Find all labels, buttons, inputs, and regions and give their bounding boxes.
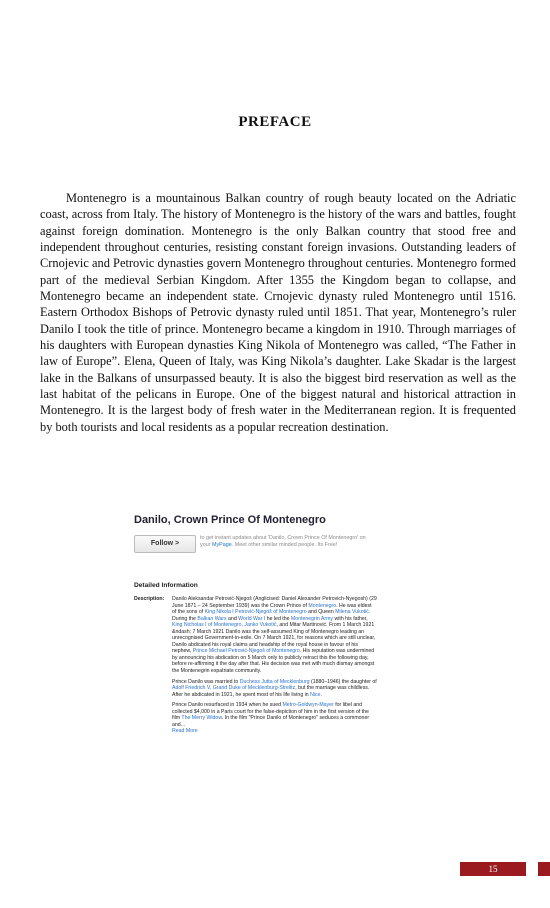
- description-text: and Queen: [306, 609, 336, 616]
- description-link[interactable]: Milena Vukotić: [335, 609, 369, 616]
- description-link[interactable]: The Merry Widow: [181, 715, 222, 722]
- description-link[interactable]: Balkan Wars: [197, 615, 227, 622]
- page-number: 15: [460, 862, 526, 876]
- description-link[interactable]: Adolf Friedrich V, Grand Duke of Mecklenburg-Strelitz: [172, 685, 296, 692]
- description-text: for libel and collected $4,000 in a Paris court for the false-depiction of him in the first version of the film: [172, 702, 369, 722]
- description-text: , and Mitar Martinović. From 1 March 1921 &ndash; 7 March 1921 Danilo was the self-assumed King of Montenegro leading an unrecognised Government-in-exile. On 7 March 1921, for reasons which are still unclear, Danilo abdicated his royal claims and headship of the royal house in favour of his nephew,: [172, 622, 376, 655]
- description-link[interactable]: King Nicholas I of Montenegro, Janko Vukotić: [172, 622, 277, 629]
- description-text: Danilo Aleksandar Petrović-Njegoš (Anglicised: Daniel Alexander Petrovich-Nyegosh) (29 June 1871 – 24 September 1939) was the Crown Prince of: [172, 596, 377, 609]
- preface-paragraph: Montenegro is a mountainous Balkan country of rough beauty located on the Adriatic coast, across from Italy. The history of Montenegro is the history of the wars and battles, fought against foreign domination. Montenegro is the only Balkan country that stood free and independent throughout centuries, resisting constant foreign invasions. Outstanding leaders of Crnojevic and Petrovic dynasties govern Montenegro throughout centuries. Montenegro formed part of the medieval Serbian Kingdom. After 1355 the Kingdom began to collapse, and Montenegro became an independent state. Crnojevic dynasty ruled Montenegro until 1516. Eastern Orthodox Bishops of Petrovic dynasty ruled until 1851. That year, Montenegro’s ruler Danilo I took the title of prince. Montenegro became a kingdom in 1910. Through marriages of his daughters with European dynasties King Nikola of Montenegro was called, “The Father in law of Europe”. Elena, Queen of Italy, was King Nikola’s daughter. Lake Skadar is the largest lake in the Balkans of unsurpassed beauty. It is also the biggest bird reservation as well as the last habitat of the pelicans in Europe. One of the biggest natural and historical attraction in Montenegro. It is the largest body of fresh water in the Mediterranean region. It is frequented by both tourists and local residents as a popular recreation destination.: [40, 191, 516, 434]
- read-more-link[interactable]: Read More: [172, 728, 198, 735]
- description-paragraph-1: [172, 596, 377, 675]
- description-text: , but the marriage was childless. After he abdicated in 1921, he spent most of his life living in: [172, 685, 370, 698]
- description-body: [172, 596, 377, 739]
- description-text: with his father,: [333, 615, 368, 622]
- mypage-link[interactable]: MyPage: [211, 542, 232, 549]
- description-text: . In the film "Prince Danilo of Montenegro" seduces a commoner and...: [172, 715, 370, 728]
- description-text: Prince Danilo was married to: [172, 678, 240, 685]
- description-text: (1880–1946) the daughter of: [309, 678, 377, 685]
- description-text: he led the: [265, 615, 291, 622]
- description-text: . He was eldest of the sons of: [172, 602, 372, 616]
- description-label: Description:: [134, 596, 165, 602]
- description-text: and: [226, 615, 239, 622]
- description-paragraph-3: [172, 702, 377, 735]
- follow-button[interactable]: Follow >: [134, 535, 196, 553]
- description-link[interactable]: Duchess Jutta of Mecklenburg: [239, 678, 310, 685]
- detailed-information-heading: Detailed Information: [134, 582, 198, 589]
- follow-text-2: . Meet other similar minded people. Its Free!: [231, 542, 338, 549]
- description-link[interactable]: King Nikola I Petrović-Njegoš of Montenegro: [204, 609, 307, 616]
- description-link[interactable]: Montenegro: [308, 602, 337, 609]
- follow-text-1: to get instant updates about 'Danilo, Crown Prince Of Montenegro' on your: [200, 535, 366, 549]
- description-paragraph-2: [172, 679, 377, 699]
- description-link[interactable]: Metro-Goldwyn-Mayer: [282, 702, 334, 709]
- description-link[interactable]: Nice: [310, 691, 321, 698]
- profile-title: Danilo, Crown Prince Of Montenegro: [134, 514, 326, 526]
- description-text: . During the: [172, 609, 371, 622]
- description-link[interactable]: Montenegrin Army: [290, 615, 334, 622]
- page-title: PREFACE: [238, 114, 312, 130]
- description-text: .: [320, 691, 322, 698]
- embedded-webpage-screenshot: [130, 510, 380, 780]
- description-link[interactable]: World War I: [238, 615, 266, 622]
- page-edge-tab: [538, 862, 550, 876]
- follow-description: [200, 535, 375, 549]
- description-text: Prince Danilo resurfaced in 1934 when he sued: [172, 702, 283, 709]
- description-text: . His reputation was undermined by announcing his abdication on 5 March only to publicly retract this the following day, before re-affirming it the day after that. His decision was met with much dismay amongst the Montenegrin expatriate community.: [172, 648, 375, 675]
- description-link[interactable]: Prince Michael Petrović-Njegoš of Montenegro: [192, 648, 300, 655]
